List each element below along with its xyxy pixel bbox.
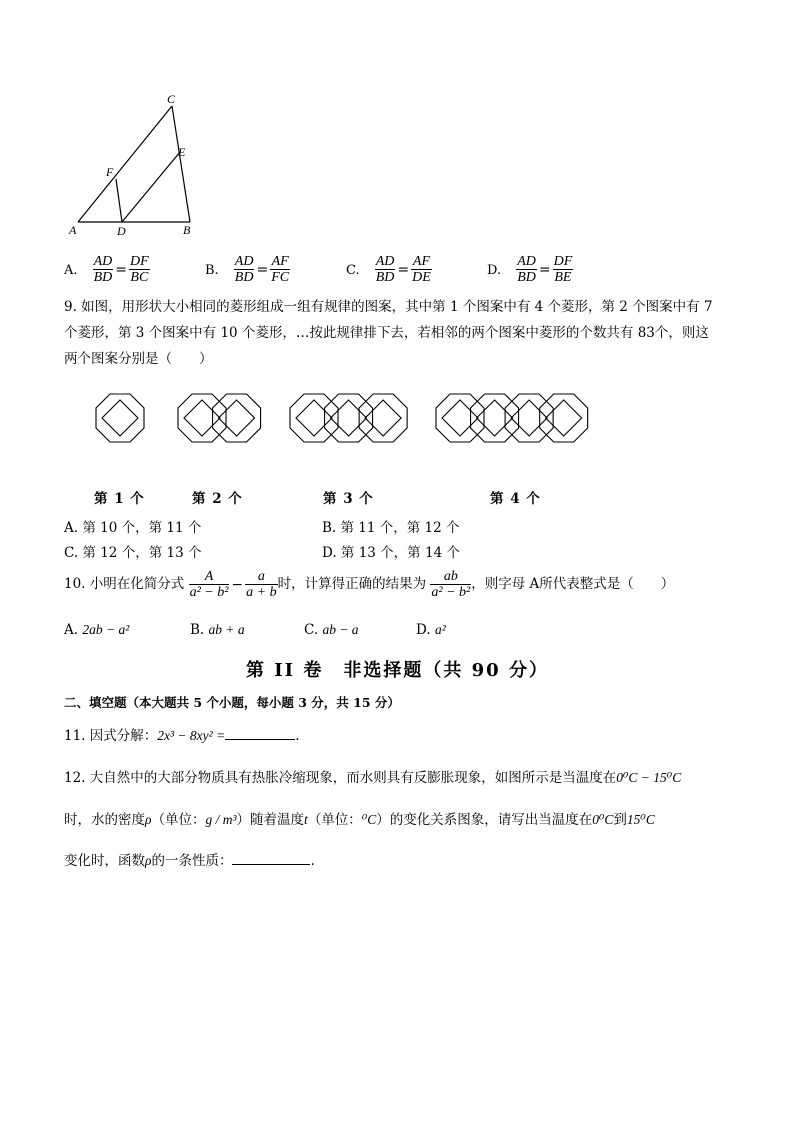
point-b-label: B [183, 223, 191, 237]
q8-option-d[interactable]: D. $\frac{AD}{BD}$ = $\frac{DF}{BE}$ [487, 254, 573, 285]
point-e-label: E [178, 145, 186, 159]
q10-option-c[interactable]: C. ab − a [304, 622, 359, 638]
q12-answer-blank[interactable] [232, 864, 310, 865]
q12-line-2: 时，水的密度ρ（单位：g / m³）随着温度t（单位：⁰C）的变化关系图象，请写出当温度在0⁰C到15⁰C [64, 812, 655, 828]
pattern-1-rhombus [102, 400, 138, 436]
q9-option-c[interactable]: C. 第 12 个，第 13 个 [64, 545, 202, 561]
point-f-label: F [106, 165, 114, 179]
section-subtitle: 二、填空题（本大题共 5 个小题，每小题 3 分，共 15 分） [64, 695, 400, 710]
point-d-label: D [117, 224, 126, 238]
figure-label-3: 第 3 个 [323, 491, 374, 507]
q9-option-a[interactable]: A. 第 10 个，第 11 个 [64, 520, 202, 536]
q11: 11. 因式分解：2x³ − 8xy² = . [64, 728, 300, 744]
q8-option-a[interactable]: A. $\frac{AD}{BD}$ = $\frac{DF}{BC}$ [64, 254, 149, 285]
q9-line-3: 两个图案分别是（ ） [64, 351, 213, 367]
q10-option-b[interactable]: B. ab + a [190, 622, 245, 638]
q12-line-3: 变化时，函数ρ的一条性质： . [64, 853, 315, 869]
q9-line-1: 9. 如图，用形状大小相同的菱形组成一组有规律的图案，其中第 1 个图案中有 4 个菱形，第 2 个图案中有 7 [64, 299, 713, 315]
figure-label-2: 第 2 个 [192, 491, 243, 507]
q9-line-2: 个菱形，第 3 个图案中有 10 个菱形，…按此规律排下去，若相邻的两个图案中菱形的个数共有 83个，则这 [64, 325, 709, 341]
q9-option-b[interactable]: B. 第 11 个，第 12 个 [322, 520, 460, 536]
point-c-label: C [167, 92, 176, 106]
pattern-1-octagon [96, 394, 144, 442]
q8-option-b[interactable]: B. $\frac{AD}{BD}$ = $\frac{AF}{FC}$ [205, 254, 290, 285]
q10-stem: 10. 小明在化简分式 $\frac{A}{\text{a² − b²}}$ − $\frac{a}{a + b}$ 时，计算得正确的结果为 $\frac{ab}{\text{a² − b²}}$ ，则字母 A所代表整式是（ ） [64, 569, 675, 600]
section-title: 第 II 卷 非选择题（共 90 分） [246, 660, 549, 681]
q9-option-d[interactable]: D. 第 13 个，第 14 个 [322, 545, 460, 561]
figure-label-1: 第 1 个 [94, 491, 145, 507]
q10-option-a[interactable]: A. 2ab − a² [64, 622, 130, 638]
rhombus-patterns [90, 388, 600, 450]
q12-line-1: 12. 大自然中的大部分物质具有热胀冷缩现象，而水则具有反膨胀现象，如图所示是当温度在0⁰C − 15⁰C [64, 770, 682, 786]
point-a-label: A [69, 223, 77, 237]
figure-label-4: 第 4 个 [490, 491, 541, 507]
q11-answer-blank[interactable] [225, 739, 295, 740]
q8-option-c[interactable]: C. $\frac{AD}{BD}$ = $\frac{AF}{DE}$ [346, 254, 431, 285]
q10-option-d[interactable]: D. a² [416, 622, 446, 638]
triangle-figure [60, 88, 210, 240]
